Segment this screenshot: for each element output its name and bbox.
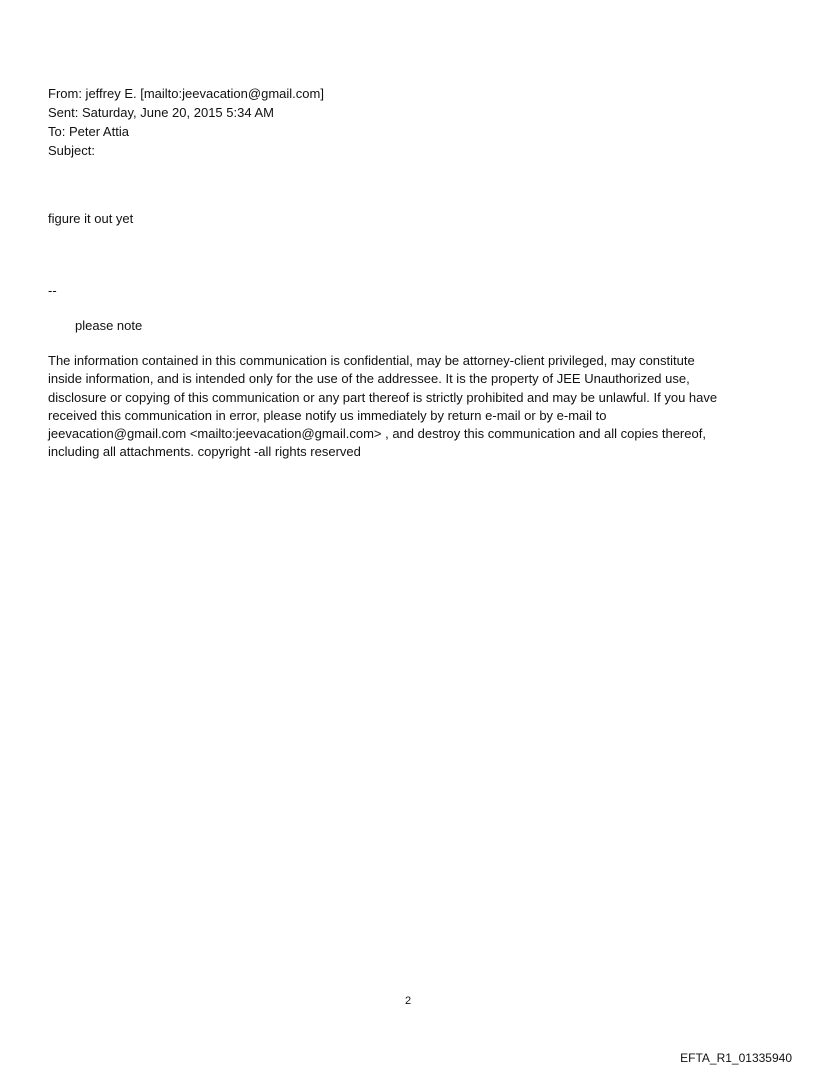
to-line: To: Peter Attia (48, 124, 129, 139)
disclaimer-line: inside information, and is intended only for the use of the addressee. It is the property of JEE Unauthorized use, (48, 371, 690, 387)
page-number: 2 (404, 995, 412, 1007)
subject-line: Subject: (48, 143, 95, 158)
document-id: EFTA_R1_01335940 (680, 1051, 792, 1065)
disclaimer-line: The information contained in this communication is confidential, may be attorney-client privileged, may constitute (48, 353, 695, 368)
signature-separator: -- (48, 283, 57, 298)
email-body: figure it out yet (48, 211, 134, 226)
disclaimer-line: disclosure or copying of this communication or any part thereof is strictly prohibited and may be unlawful. If you have (48, 389, 718, 405)
disclaimer-line: including all attachments. copyright -all rights reserved (48, 444, 361, 460)
disclaimer-line: received this communication in error, please notify us immediately by return e-mail or by e-mail to (48, 407, 607, 423)
confidentiality-disclaimer (48, 352, 768, 462)
disclaimer-line: jeevacation@gmail.com <mailto:jeevacation@gmail.com> , and destroy this communication and all copies thereof, (48, 426, 706, 442)
sent-line: Sent: Saturday, June 20, 2015 5:34 AM (48, 105, 274, 120)
from-line: From: jeffrey E. [mailto:jeevacation@gmail.com] (48, 86, 324, 101)
please-note-heading: please note (75, 318, 143, 333)
email-header (48, 84, 768, 160)
